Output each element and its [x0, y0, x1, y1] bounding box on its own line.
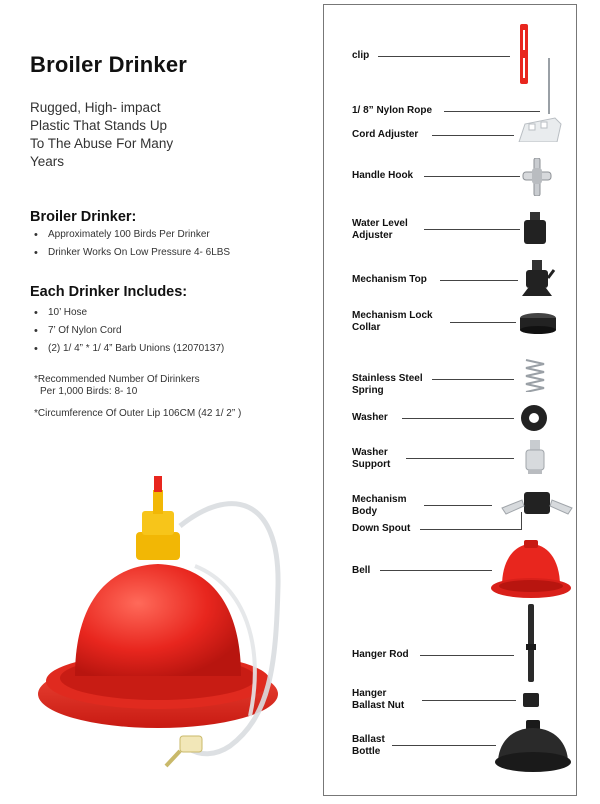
- washer-support-icon: [524, 440, 546, 474]
- features-heading: Broiler Drinker:: [30, 209, 137, 225]
- part-label-line: Spring: [352, 385, 384, 396]
- includes-list: [34, 304, 224, 358]
- part-label-water-level-adjuster: [352, 218, 408, 242]
- part-label-line: Support: [352, 459, 391, 470]
- part-label-down-spout: Down Spout: [352, 523, 411, 534]
- leader-line: [402, 418, 514, 419]
- part-label-line: Hanger: [352, 688, 387, 699]
- part-label-cord-adjuster: Cord Adjuster: [352, 129, 419, 140]
- features-list: [34, 226, 230, 262]
- page-title: Broiler Drinker: [30, 52, 188, 77]
- leader-line: [420, 529, 522, 530]
- part-label-mechanism-body: [352, 494, 406, 518]
- list-item: • Approximately 100 Birds Per Drinker: [34, 226, 230, 244]
- part-label-line: Washer: [352, 447, 388, 458]
- part-label-spring: [352, 373, 423, 397]
- mechanism-body-icon: [500, 492, 574, 516]
- part-label-handle-hook: Handle Hook: [352, 170, 414, 181]
- leader-line: [406, 458, 514, 459]
- ballast-bottle-icon: [492, 720, 574, 774]
- part-label-line: Mechanism: [352, 494, 407, 505]
- broiler-drinker-photo: [30, 466, 300, 776]
- hanger-rod-icon: [524, 604, 538, 682]
- part-label-line: Adjuster: [352, 230, 393, 241]
- leader-line: [420, 655, 514, 656]
- part-label-line: Stainless Steel: [352, 373, 423, 384]
- part-label-mechanism-lock-collar: [352, 310, 433, 334]
- leader-line: [380, 570, 492, 571]
- tagline-line: To The Abuse For Many: [30, 136, 174, 151]
- leader-line: [392, 745, 496, 746]
- part-label-washer-support: [352, 447, 390, 471]
- bell-icon: [490, 540, 572, 600]
- list-item: • (2) 1/ 4” * 1/ 4” Barb Unions (12070137): [34, 340, 224, 358]
- part-label-bell: Bell: [352, 565, 371, 576]
- note-line: *Recommended Number Of Dirinkers: [34, 374, 200, 385]
- leader-line: [378, 56, 510, 57]
- list-item: • Drinker Works On Low Pressure 4- 6LBS: [34, 244, 230, 262]
- part-label-line: Ballast: [352, 734, 385, 745]
- part-label-line: Bottle: [352, 746, 381, 757]
- leader-line: [424, 505, 492, 506]
- part-label-nylon-rope: 1/ 8” Nylon Rope: [352, 105, 433, 116]
- ballast-nut-icon: [522, 692, 540, 708]
- list-item: • 10’ Hose: [34, 304, 224, 322]
- leader-line: [440, 280, 518, 281]
- leader-line: [450, 322, 516, 323]
- tagline-line: Plastic That Stands Up: [30, 118, 168, 133]
- leader-line: [424, 176, 520, 177]
- water-level-adjuster-icon: [522, 212, 548, 244]
- part-label-ballast-bottle: [352, 734, 385, 758]
- part-label-line: Mechanism Lock: [352, 310, 433, 321]
- leader-line: [422, 700, 516, 701]
- tagline: [30, 99, 230, 171]
- part-label-clip: clip: [352, 50, 370, 61]
- recommended-note: [34, 374, 200, 398]
- leader-line: [432, 379, 514, 380]
- tagline-line: Rugged, High- impact: [30, 100, 161, 115]
- part-label-line: Ballast Nut: [352, 700, 405, 711]
- part-label-hanger-ballast-nut: [352, 688, 404, 712]
- tagline-line: Years: [30, 154, 65, 169]
- leader-line: [424, 229, 520, 230]
- part-label-line: Water Level: [352, 218, 408, 229]
- leader-line: [432, 135, 514, 136]
- washer-icon: [520, 404, 548, 432]
- part-label-washer: Washer: [352, 412, 388, 423]
- handle-hook-icon: [521, 158, 553, 196]
- part-label-hanger-rod: Hanger Rod: [352, 649, 409, 660]
- part-label-line: Body: [352, 506, 377, 517]
- list-item: • 7’ Of Nylon Cord: [34, 322, 224, 340]
- spring-icon: [524, 358, 546, 392]
- part-label-line: Collar: [352, 322, 381, 333]
- note-line: Per 1,000 Birds: 8- 10: [40, 386, 138, 397]
- mechanism-top-icon: [518, 260, 556, 300]
- includes-heading: Each Drinker Includes:: [30, 284, 188, 300]
- part-label-mechanism-top: Mechanism Top: [352, 274, 427, 285]
- circumference-note: *Circumference Of Outer Lip 106CM (42 1/ 2” ): [34, 408, 242, 419]
- lock-collar-icon: [518, 312, 558, 334]
- cord-adjuster-icon: [515, 58, 565, 142]
